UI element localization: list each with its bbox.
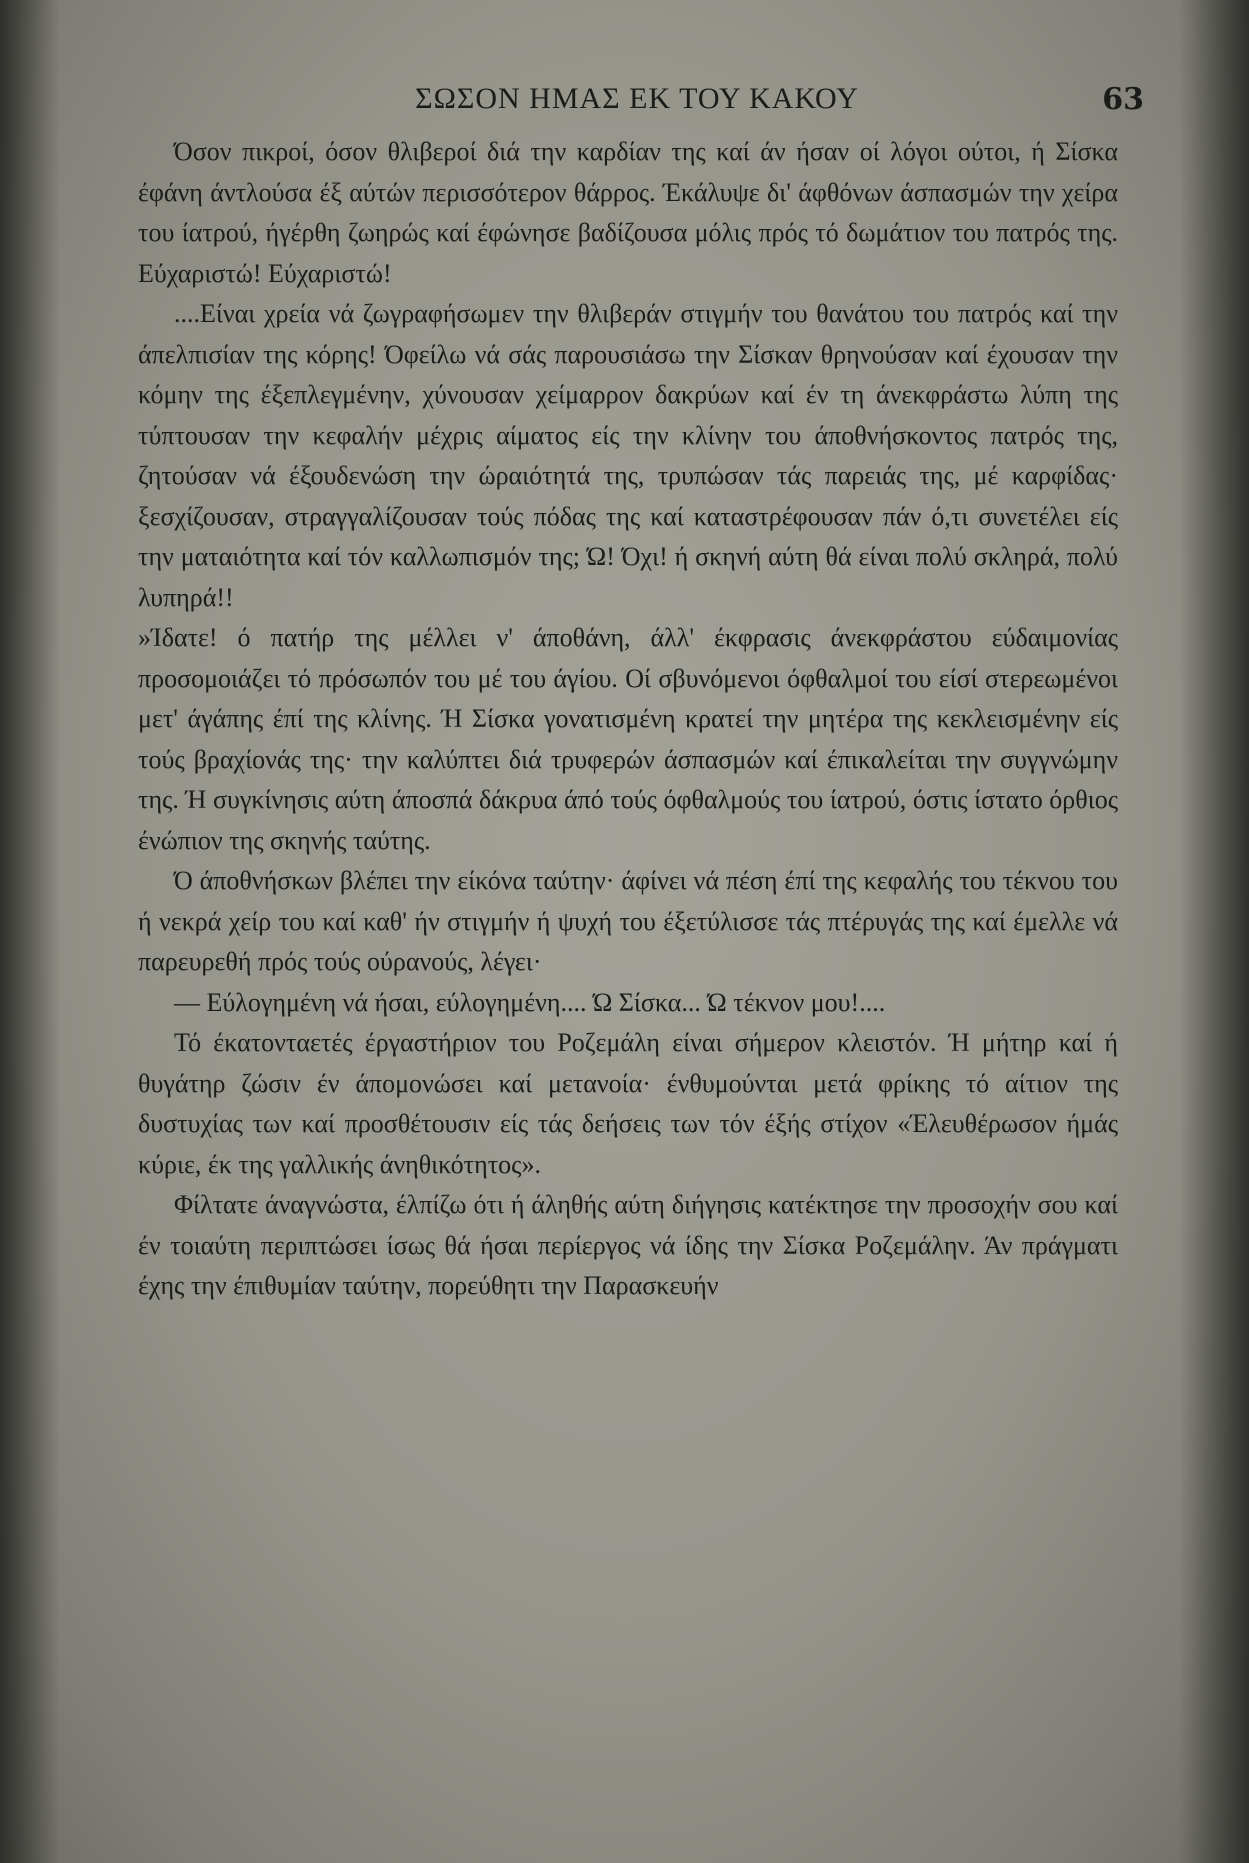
- paragraph: Ό άποθνήσκων βλέπει την είκόνα ταύτην· άφίνει νά πέση έπί της κεφαλής του τέκνου του ή νεκρά χείρ του καί καθ' ήν στιγμήν ή ψυχή του έξετύλισσε τάς πτέρυγάς της καί έμελλε νά παρευρεθή πρός τούς ούρανούς, λέγει·: [138, 866, 1118, 976]
- page-number: 63: [1102, 82, 1144, 117]
- page-shadow-right: [1179, 0, 1249, 1863]
- paragraph: »Ίδατε! ό πατήρ της μέλλει ν' άποθάνη, άλλ' έκφρασις άνεκφράστου εύδαιμονίας προσομοιάζει τό πρόσωπόν του μέ του άγίου. Οί σβυνόμενοι όφθαλμοί του είσί στερεωμένοι μετ' άγάπης έπί της κλίνης. Ή Σίσκα γονατισμένη κρατεί την μητέρα της κεκλεισμένην είς τούς βραχίονάς της· την καλύπτει διά τρυφερών άσπασμών καί έπικαλείται την συγγνώμην της. Ή συγκίνησις αύτη άποσπά δάκρυα άπό τούς όφθαλμούς του ίατρού, όστις ίστατο όρθιος ένώπιον της σκηνής ταύτης.: [138, 623, 1118, 855]
- paragraph: Τό έκατονταετές έργαστήριον του Ροζεμάλη είναι σήμερον κλειστόν. Ή μήτηρ καί ή θυγάτηρ ζώσιν έν άπομονώσει καί μετανοία· ένθυμούνται μετά φρίκης τό αίτιον της δυστυχίας των καί προσθέτουσιν είς τάς δεήσεις των τόν έξής στίχον «Έλευθέρωσον ήμάς κύριε, έκ της γαλλικής άνηθικότητος».: [138, 1028, 1118, 1179]
- paragraph: — Εύλογημένη νά ήσαι, εύλογημένη.... Ώ Σίσκα... Ώ τέκνον μου!....: [174, 987, 886, 1017]
- body-text: [138, 132, 1118, 1307]
- running-title: ΣΩΣΟΝ ΗΜΑΣ ΕΚ ΤΟΥ ΚΑΚΟΥ: [415, 82, 859, 115]
- page-header: [130, 82, 1144, 122]
- paragraph: Φίλτατε άναγνώστα, έλπίζω ότι ή άληθής αύτη διήγησις κατέκτησε την προσοχήν σου καί έν τοιαύτη περιπτώσει ίσως θά ήσαι περίεργος νά ίδης την Σίσκα Ροζεμάλην. Άν πράγματι έχης την έπιθυμίαν ταύτην, πορεύθητι την Παρασκευήν: [138, 1190, 1118, 1300]
- paragraph: ....Είναι χρεία νά ζωγραφήσωμεν την θλιβεράν στιγμήν του θανάτου του πατρός καί την άπελπισίαν της κόρης! Όφείλω νά σάς παρουσιάσω την Σίσκαν θρηνούσαν καί έχουσαν την κόμην της έξεπλεγμένην, χύνουσαν χείμαρρον δακρύων καί έν τη άνεκφράστω λύπη της τύπτουσαν την κεφαλήν μέχρις αίματος είς την κλίνην του άποθνήσκοντος πατρός της, ζητούσαν νά έξουδενώση την ώραιότητά της, τρυπώσαν τάς παρειάς της, μέ καρφίδας· ξεσχίζουσαν, στραγγαλίζουσαν τούς πόδας της καί καταστρέφουσαν πάν ό,τι συνετέλει είς την ματαιότητα καί τόν καλλωπισμόν της; Ώ! Όχι! ή σκηνή αύτη θά είναι πολύ σκληρά, πολύ λυπηρά!!: [138, 299, 1118, 612]
- paragraph: Όσον πικροί, όσον θλιβεροί διά την καρδίαν της καί άν ήσαν οί λόγοι ούτοι, ή Σίσκα έφάνη άντλούσα έξ αύτών περισσότερον θάρρος. Έκάλυψε δι' άφθόνων άσπασμών την χείρα του ίατρού, ήγέρθη ζωηρώς καί έφώνησε βαδίζουσα μόλις πρός τό δωμάτιον του πατρός της. Εύχαριστώ! Εύχαριστώ!: [138, 137, 1118, 288]
- page-shadow-left: [0, 0, 60, 1863]
